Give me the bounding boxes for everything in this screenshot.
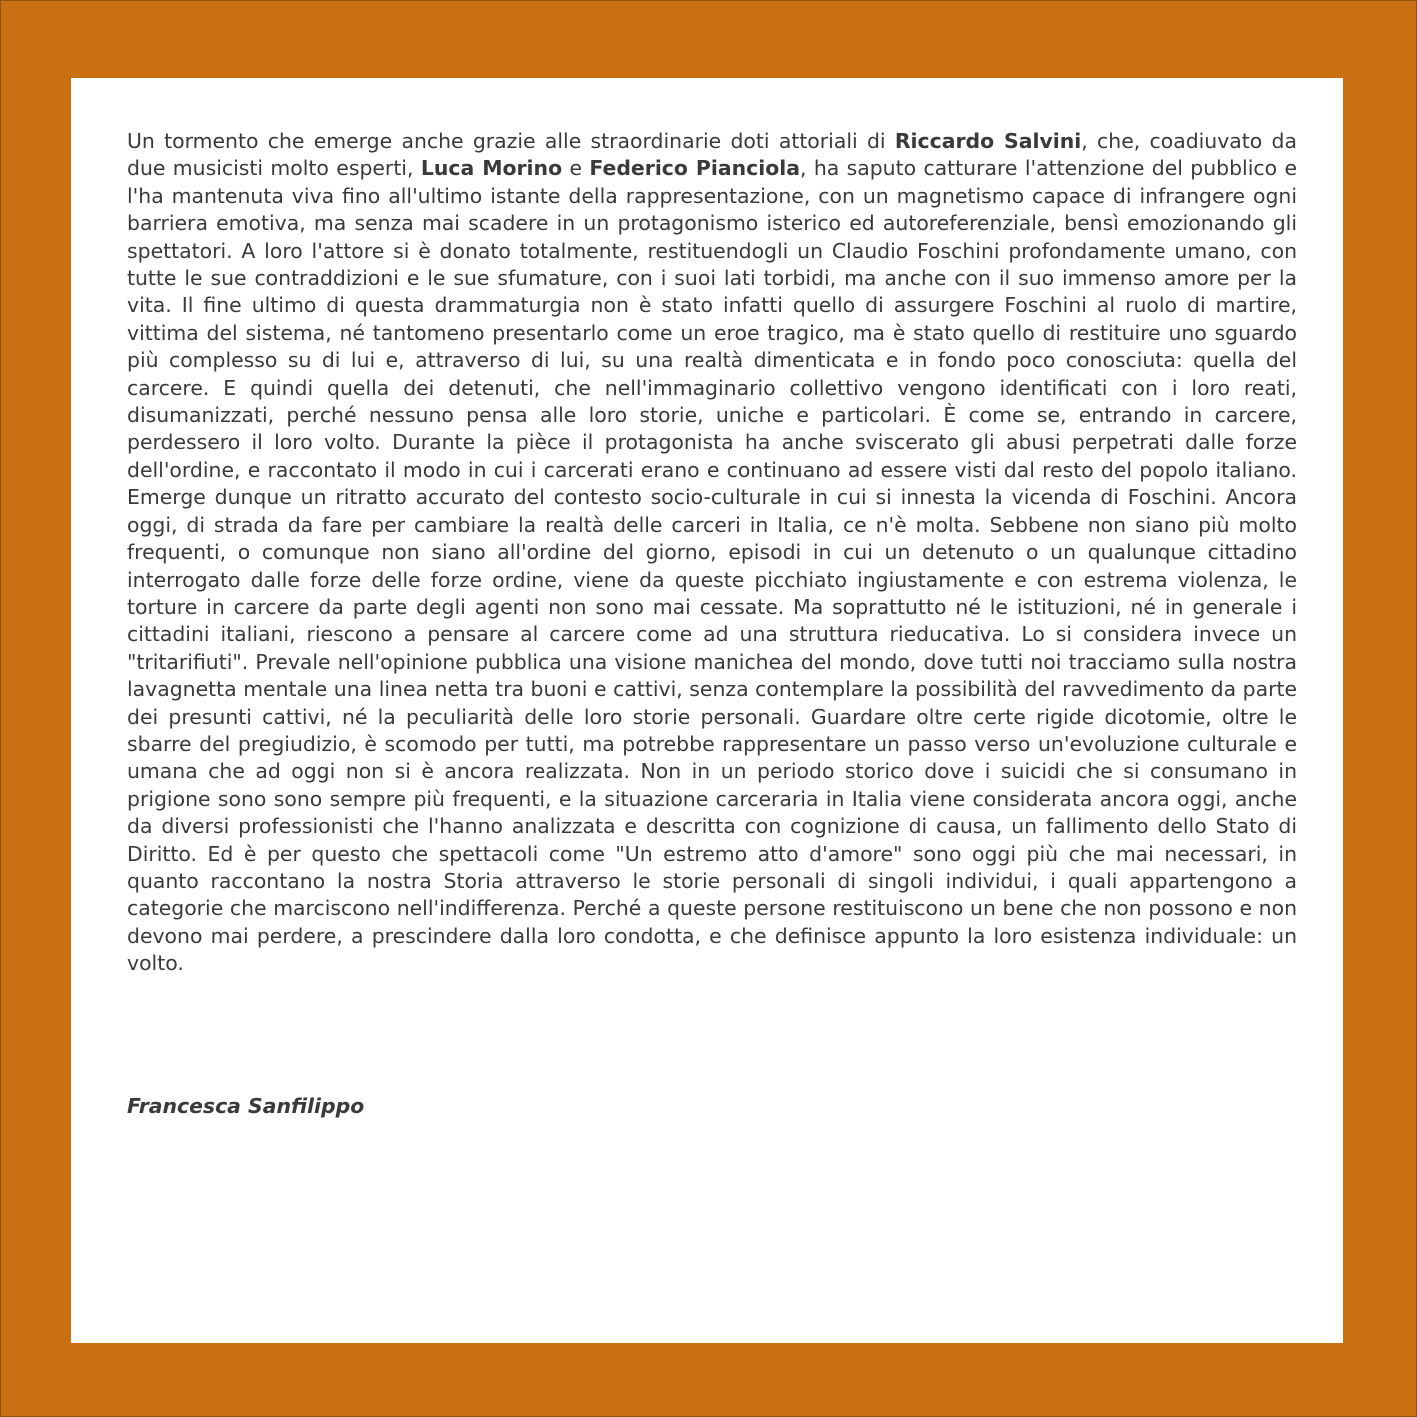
actor-name: Riccardo Salvini (894, 129, 1082, 153)
article-text-4: , ha saputo catturare l'attenzione del pubblico e l'ha mantenuta viva fino all'ultimo istante della rappresentazione, con un magnetismo capace di infrangere ogni barriera emotiva, ma senza mai scadere in un protagonismo isterico ed autoreferenziale, bensì emozionando gli spettatori. A loro l'attore si è donato totalmente, restituendogli un Claudio Foschini profondamente umano, con tutte le sue contraddizioni e le sue sfumature, con i suoi lati torbidi, ma anche con il suo immenso amore per la vita. Il fine ultimo di questa drammaturgia non è stato infatti quello di assurgere Foschini al ruolo di martire, vittima del sistema, né tantomeno presentarlo come un eroe tragico, ma è stato quello di restituire uno sguardo più complesso su di lui e, attraverso di lui, su una realtà dimenticata e in fondo poco conosciuta: quella del carcere. E quindi quella dei detenuti, che nell'immaginario collettivo vengono identificati con i loro reati, disumanizzati, perché nessuno pensa alle loro storie, uniche e particolari. È come se, entrando in carcere, perdessero il loro volto. Durante la pièce il protagonista ha anche sviscerato gli abusi perpetrati dalle forze dell'ordine, e raccontato il modo in cui i carcerati erano e continuano ad essere visti dal resto del popolo italiano. Emerge dunque un ritratto accurato del contesto socio-culturale in cui si innesta la vicenda di Foschini. Ancora oggi, di strada da fare per cambiare la realtà delle carceri in Italia, ce n'è molta. Sebbene non siano più molto frequenti, o comunque non siano all'ordine del giorno, episodi in cui un detenuto o un qualunque cittadino interrogato dalle forze delle forze ordine, viene da queste picchiato ingiustamente e con estrema violenza, le torture in carcere da parte degli agenti non sono mai cessate. Ma soprattutto né le istituzioni, né in generale i cittadini italiani, riescono a pensare al carcere come ad una struttura rieducativa. Lo si considera invece un "tritarifiuti". Prevale nell'opinione pubblica una visione manichea del mondo, dove tutti noi tracciamo sulla nostra lavagnetta mentale una linea netta tra buoni e cattivi, senza contemplare la possibilità del ravvedimento da parte dei presunti cattivi, né la peculiarità delle loro storie personali. Guardare oltre certe rigide dicotomie, oltre le sbarre del pregiudizio, è scomodo per tutti, ma potrebbe rappresentare un passo verso un'evoluzione culturale e umana che ad oggi non si è ancora realizzata. Non in un periodo storico dove i suicidi che si consumano in prigione sono sono sempre più frequenti, e la situazione carceraria in Italia viene considerata ancora oggi, anche da diversi professionisti che l'hanno analizzata e descritta con cognizione di causa, un fallimento dello Stato di Diritto. Ed è per questo che spettacoli come "Un estremo atto d'amore" sono oggi più che mai necessari, in quanto raccontano la nostra Storia attraverso le storie personali di singoli individui, i quali appartengono a categorie che marciscono nell'indifferenza. Perché a queste persone restituiscono un bene che non possono e non devono mai perdere, a prescindere dalla loro condotta, e che definisce appunto la loro esistenza individuale: un volto. (127, 156, 1297, 976)
musician-name-1: Luca Morino (420, 156, 563, 181)
author-signature: Francesca Sanfilippo (127, 1094, 365, 1118)
article-text-3: e (562, 156, 590, 181)
musician-name-2: Federico Pianciola (589, 156, 800, 181)
article-body (127, 128, 1297, 978)
page-content (71, 78, 1343, 1343)
article-text-2: , che, coadiuvato da due musicisti molto esperti, (127, 129, 1297, 181)
article-text-1: Un tormento che emerge anche grazie alle straordinarie doti attoriali di (127, 129, 895, 153)
